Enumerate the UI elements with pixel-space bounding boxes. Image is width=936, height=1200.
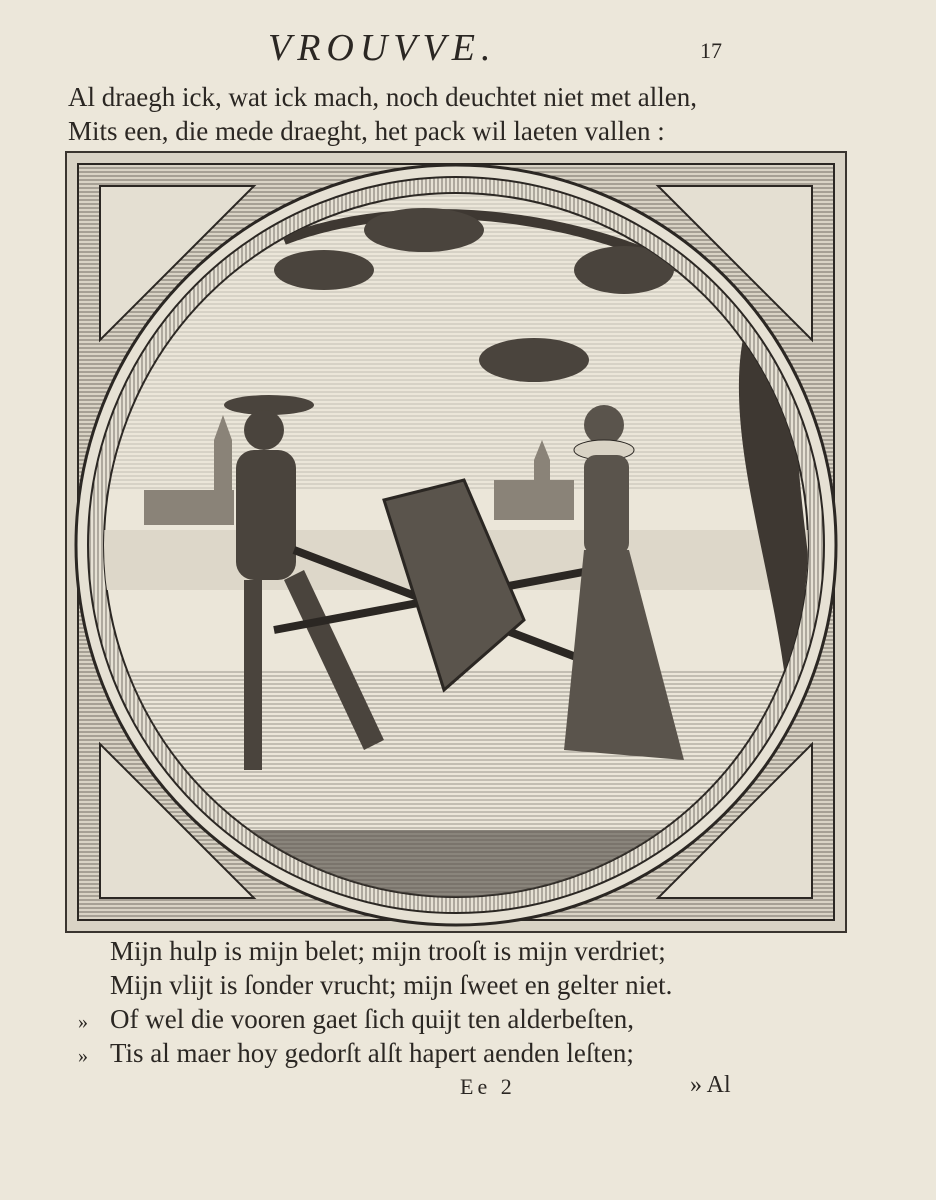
verse-line [78,1036,672,1070]
bottom-verse [78,934,672,1070]
top-verse [68,80,697,148]
verse-text: Tis al maer hoy gedorſt alſt hapert aenden leſten; [110,1038,634,1068]
verse-line: Mits een, die mede draeght, het pack wil laeten vallen : [68,116,665,146]
quote-mark: » [78,1045,88,1067]
verse-line: Mijn vlijt is ſonder vrucht; mijn ſweet en gelter niet. [110,970,673,1000]
engraving-illustration [64,150,848,934]
verse-text: Of wel die vooren gaet ſich quijt ten alderbeſten, [110,1004,635,1034]
catchword: » Al [690,1072,731,1098]
page-number: 17 [700,38,722,63]
quote-mark: » [78,1011,88,1033]
page-title: VROUVVE. [268,27,497,69]
verse-line: Al draegh ick, wat ick mach, noch deuchtet niet met allen, [68,82,698,112]
verse-line [78,1002,672,1036]
signature-mark: Ee 2 [460,1074,516,1099]
verse-line: Mijn hulp is mijn belet; mijn trooſt is mijn verdriet; [110,936,666,966]
